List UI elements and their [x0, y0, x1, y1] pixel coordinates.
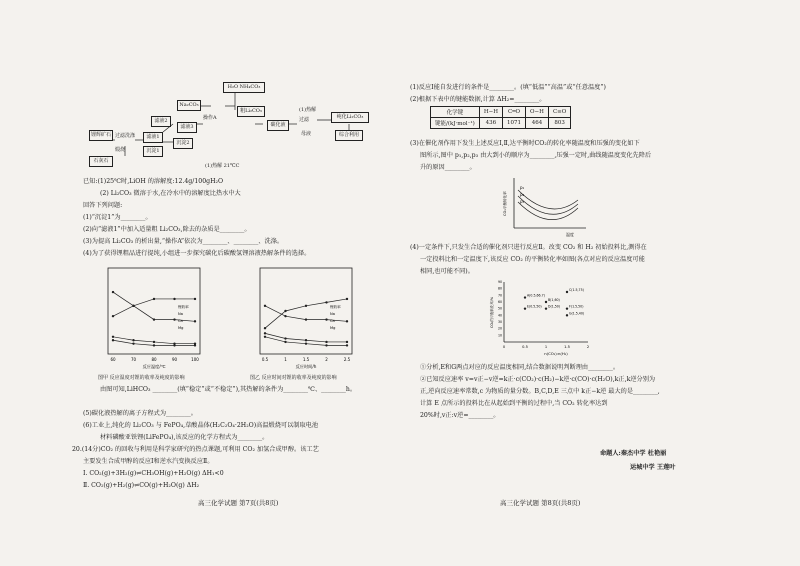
data-point [545, 301, 547, 303]
tick-label: 1.5 [302, 357, 310, 362]
tick-label: 90 [497, 280, 502, 284]
legend-entry: Mg [330, 326, 336, 330]
box-filtrate2: 滤液2 [151, 116, 171, 127]
data-point [153, 344, 155, 346]
data-point [346, 344, 348, 346]
right-question-3c: 升的原因________。 [420, 164, 476, 171]
label-mother: 母液 [301, 131, 312, 137]
data-point [264, 327, 266, 329]
tick-label: 90 [171, 357, 178, 362]
legend-entry: 锂收率 [178, 305, 189, 309]
table-cell: 键能/(kJ·mol⁻¹) [431, 118, 480, 129]
box-limestone: 石灰石 [89, 156, 113, 167]
data-point [346, 341, 348, 343]
table-row [431, 118, 571, 129]
right-question-4b: 一定投料比和一定温度下,该反应 CO₂ 的平衡转化率如图(各点对应的反应温度可能 [420, 256, 645, 263]
data-point [305, 305, 307, 307]
data-point [112, 339, 114, 341]
label-p3: p₃ [520, 199, 525, 204]
data-label: G(1.5,40) [569, 311, 585, 316]
x-axis-label: 反应时间/h [295, 364, 317, 369]
question-1: (1)“沉淀1”为________。 [83, 214, 152, 221]
question-6a: (6)工业上,纯化的 Li₂CO₃ 与 FePO₄,草酸晶体(H₂C₂O₄·2H₂O)高温煅烧可以制取电池 [83, 422, 319, 429]
data-label: E(0.5,50) [527, 304, 542, 309]
data-point [173, 298, 175, 300]
table-cell: 464 [526, 118, 549, 129]
label-op-a: 操作A [203, 115, 217, 121]
data-point [132, 305, 134, 307]
tick-label: 2 [325, 357, 328, 362]
reaction-2: Ⅱ. CO₂(g)+H₂(g)⇌CO(g)+H₂O(g) ΔH₂ [83, 482, 200, 489]
label-filter: 过滤 [299, 117, 310, 123]
curve-x-label: 温度 [566, 232, 574, 237]
data-point [545, 307, 547, 309]
x-axis-label: 反应温度/℃ [142, 364, 166, 369]
tick-label: 60 [497, 300, 502, 304]
question-4: (4)为了获得锂粗品进行提纯,小组进一步探究碳化后碳酸氢锂溶液热解条件的选择。 [83, 250, 311, 257]
tick-label: 0.5 [522, 345, 528, 349]
tick-label: 10 [497, 333, 502, 338]
tick-label: 70 [497, 293, 502, 298]
label-pyrolysis: (1)热解 [299, 107, 317, 113]
data-point [284, 315, 286, 317]
data-point [305, 318, 307, 320]
right-question-3a: (3)在催化剂作用下发生上述反应Ⅰ,Ⅱ,达平衡时CO₂的转化率随温度和压强的变化如下 [410, 140, 640, 147]
legend-entry: Mg [178, 326, 184, 330]
tick-label: 70 [130, 357, 137, 362]
data-point [284, 341, 286, 343]
data-point [194, 344, 196, 346]
table-cell: C═O [503, 107, 526, 118]
right-question-a: ①分析,E和G两点对应的反应温度相同,结合数据说明判断理由________。 [420, 364, 620, 371]
right-question-3b: 图所示,图中 p₁,p₂,p₃ 由大到小的顺序为________,压强一定时,曲线随温度变化先降后 [420, 152, 652, 159]
label-roast: 煅烧 [115, 147, 126, 153]
table-cell: 1071 [503, 118, 526, 129]
question-20a: 20.(14分)CO₂ 的回收与利用是科学家研究的热点课题,可利用 CO₂ 加氢合成甲醇。该工艺 [72, 446, 319, 453]
table-cell: 436 [479, 118, 502, 129]
right-question-2: (2)根据下表中的键能数据,计算 ΔH₂=________。 [410, 96, 546, 103]
question-3: (3)为提高 Li₂CO₃ 的析出量,“操作A”依次为________、________、洗涤。 [83, 238, 284, 245]
legend-entry: Ca [330, 319, 335, 323]
data-label: A(0.5,66.7) [527, 293, 545, 298]
box-filtrate3: 滤液3 [177, 122, 197, 133]
tick-label: 30 [497, 320, 502, 324]
tick-label: 2 [586, 345, 590, 349]
right-question-4c: 相同,也可能不同)。 [420, 268, 474, 275]
right-question-b2: 正,逆向反应速率常数,c 为物质的量分数。B,C,D,E 三点中 k正−k逆 最大的是________, [420, 388, 660, 395]
data-point [194, 320, 196, 322]
right-question-1: (1)反应Ⅰ能自发进行的条件是________。(填“低温”“高温”或“任意温度”) [410, 84, 606, 91]
box-na2co3: Na₂CO₃ [177, 100, 201, 111]
data-label: F(1.5,50) [569, 304, 584, 309]
data-point [284, 337, 286, 339]
scatter-conversion-chart [488, 278, 598, 358]
tick-label: 100 [191, 357, 199, 362]
bond-energy-table [430, 106, 571, 129]
tick-label: 0.5 [261, 357, 269, 362]
table-cell: C≡O [548, 107, 570, 118]
data-point [112, 315, 114, 317]
data-point [264, 336, 266, 338]
data-point [566, 291, 568, 293]
footer-page-7: 高三化学试题 第7页(共8页) [198, 499, 279, 507]
legend-entry: Na [330, 312, 335, 316]
table-cell: 803 [548, 118, 570, 129]
data-point [153, 341, 155, 343]
question-5: (5)碳化液热解的离子方程式为________。 [83, 410, 197, 417]
box-carbonize: 碳化液 [267, 120, 289, 131]
data-point [524, 307, 526, 309]
data-point [346, 298, 348, 300]
table-cell: 化学键 [431, 107, 480, 118]
data-point [305, 339, 307, 341]
tick-label: 1 [544, 345, 548, 349]
data-point [524, 296, 526, 298]
data-point [264, 332, 266, 334]
legend-entry: 锂收率 [330, 305, 341, 309]
y-axis-label: CO₂的平衡转化率/% [490, 296, 494, 328]
right-question-b4: 20%时,v正:v逆=________。 [420, 412, 500, 419]
label-p2: p₂ [520, 192, 525, 197]
data-point [112, 291, 114, 293]
right-question-b3: 计算 E 点所示的投料比在从起始到平衡的过程中,当 CO₂ 转化率达到 [420, 400, 608, 407]
question-6b: 材料磷酸亚铁锂(LiFePO₄),该反应的化学方程式为________。 [100, 434, 269, 441]
pressure-curve-chart [500, 176, 590, 238]
data-point [173, 344, 175, 346]
flowchart-arrows [85, 80, 385, 172]
footer-page-8: 高三化学试题 第8页(共8页) [500, 499, 581, 507]
box-lepidolite: 锂辉矿石 [89, 130, 113, 141]
tick-label: 50 [497, 306, 502, 311]
right-question-b1: ②已知反应速率 v=v正−v逆=k正·c(CO₂)·c(H₂)−k逆·c(CO)·c(H₂O),k正,k逆分别为 [420, 376, 656, 383]
table-header-row [431, 107, 571, 118]
known-2: (2) Li₂CO₃ 微溶于水,在冷水中的溶解度比热水中大 [100, 190, 241, 197]
known-1: 已知:(1)25℃时,LiOH 的溶解度:12.4g/100gH₂O [83, 178, 224, 185]
tick-label: 20 [497, 326, 502, 331]
data-point [566, 314, 568, 316]
data-label: D(1,50) [548, 304, 561, 309]
box-h2o-nhco3: H₂O NH₄CO₃ [223, 82, 265, 93]
data-point [325, 344, 327, 346]
tick-label: 1 [284, 357, 287, 362]
tick-label: 2.5 [343, 357, 351, 362]
data-point [566, 307, 568, 309]
data-point [325, 341, 327, 343]
data-point [153, 318, 155, 320]
chart-a-caption: 图甲 反应温度对锂的收率及纯度的影响 [98, 375, 185, 381]
data-point [264, 305, 266, 307]
author-2: 运城中学 王莲叶 [630, 464, 676, 471]
table-cell: O−H [526, 107, 549, 118]
tick-label: 60 [110, 357, 116, 362]
tick-label: 1.5 [564, 345, 570, 349]
question-2: (2)向“滤液1”中加入适量粗 Li₂CO₃,除去的杂质是________。 [83, 226, 251, 233]
question-20b: 主要发生合成甲醇的反应Ⅰ和逆水汽变换反应Ⅱ。 [83, 458, 214, 465]
box-to-use: 综合利用 [335, 130, 363, 141]
data-point [132, 339, 134, 341]
x-axis-label: n(CO₂):n(H₂) [544, 351, 568, 356]
data-point [325, 318, 327, 320]
tick-label: 40 [497, 313, 502, 318]
chart-time [242, 262, 382, 372]
data-point [284, 310, 286, 312]
tick-label: 80 [151, 357, 157, 362]
tick-label: 0 [502, 345, 506, 349]
data-label: C(1.5,75) [569, 288, 584, 292]
author-1: 命题人:秦杰中学 杜艳丽 [600, 450, 667, 457]
answer-heading: 回答下列问题: [83, 202, 123, 209]
data-point [325, 301, 327, 303]
data-point [346, 320, 348, 322]
box-filtrate1: 滤液1 [143, 132, 163, 143]
box-pure-li2co3: 纯化Li₂CO₃ [331, 112, 369, 123]
curve-y-label: CO₂平衡转化率 [503, 191, 507, 216]
label-p1: p₁ [520, 185, 525, 190]
tick-label: 80 [497, 286, 502, 291]
data-point [132, 342, 134, 344]
table-cell: H−H [479, 107, 502, 118]
right-question-4a: (4)一定条件下,只发生合适的催化剂只进行反应Ⅱ。改变 CO₂ 和 H₂ 初始投料比,测得在 [410, 244, 647, 251]
box-residue2: 沉淀2 [173, 138, 193, 149]
data-point [112, 336, 114, 338]
box-residue: 沉淀1 [143, 146, 163, 157]
box-crude-li2co3: 粗Li₂CO₃ [237, 106, 265, 117]
chart-b-caption: 图乙 反应时间对锂的收率及纯度的影响 [250, 375, 337, 381]
reaction-1: Ⅰ. CO₂(g)+3H₂(g)⇌CH₃OH(g)+H₂O(g) ΔH₁<0 [83, 470, 224, 477]
data-point [173, 318, 175, 320]
process-flowchart [85, 80, 385, 172]
data-point [305, 342, 307, 344]
chart-temperature [90, 262, 230, 372]
question-4b: 由图可知,LiHCO₃ ________(填“稳定”或“不稳定”),其热解的条件为________℃、________h。 [100, 386, 357, 393]
data-label: B(1,60) [548, 298, 560, 302]
data-point [153, 298, 155, 300]
legend-entry: Ca [178, 319, 183, 323]
legend-entry: Na [178, 312, 183, 316]
label-leach: 过滤洗涤 [115, 133, 136, 139]
data-point [194, 298, 196, 300]
label-dry: (1)热解 21℃C [205, 163, 240, 169]
